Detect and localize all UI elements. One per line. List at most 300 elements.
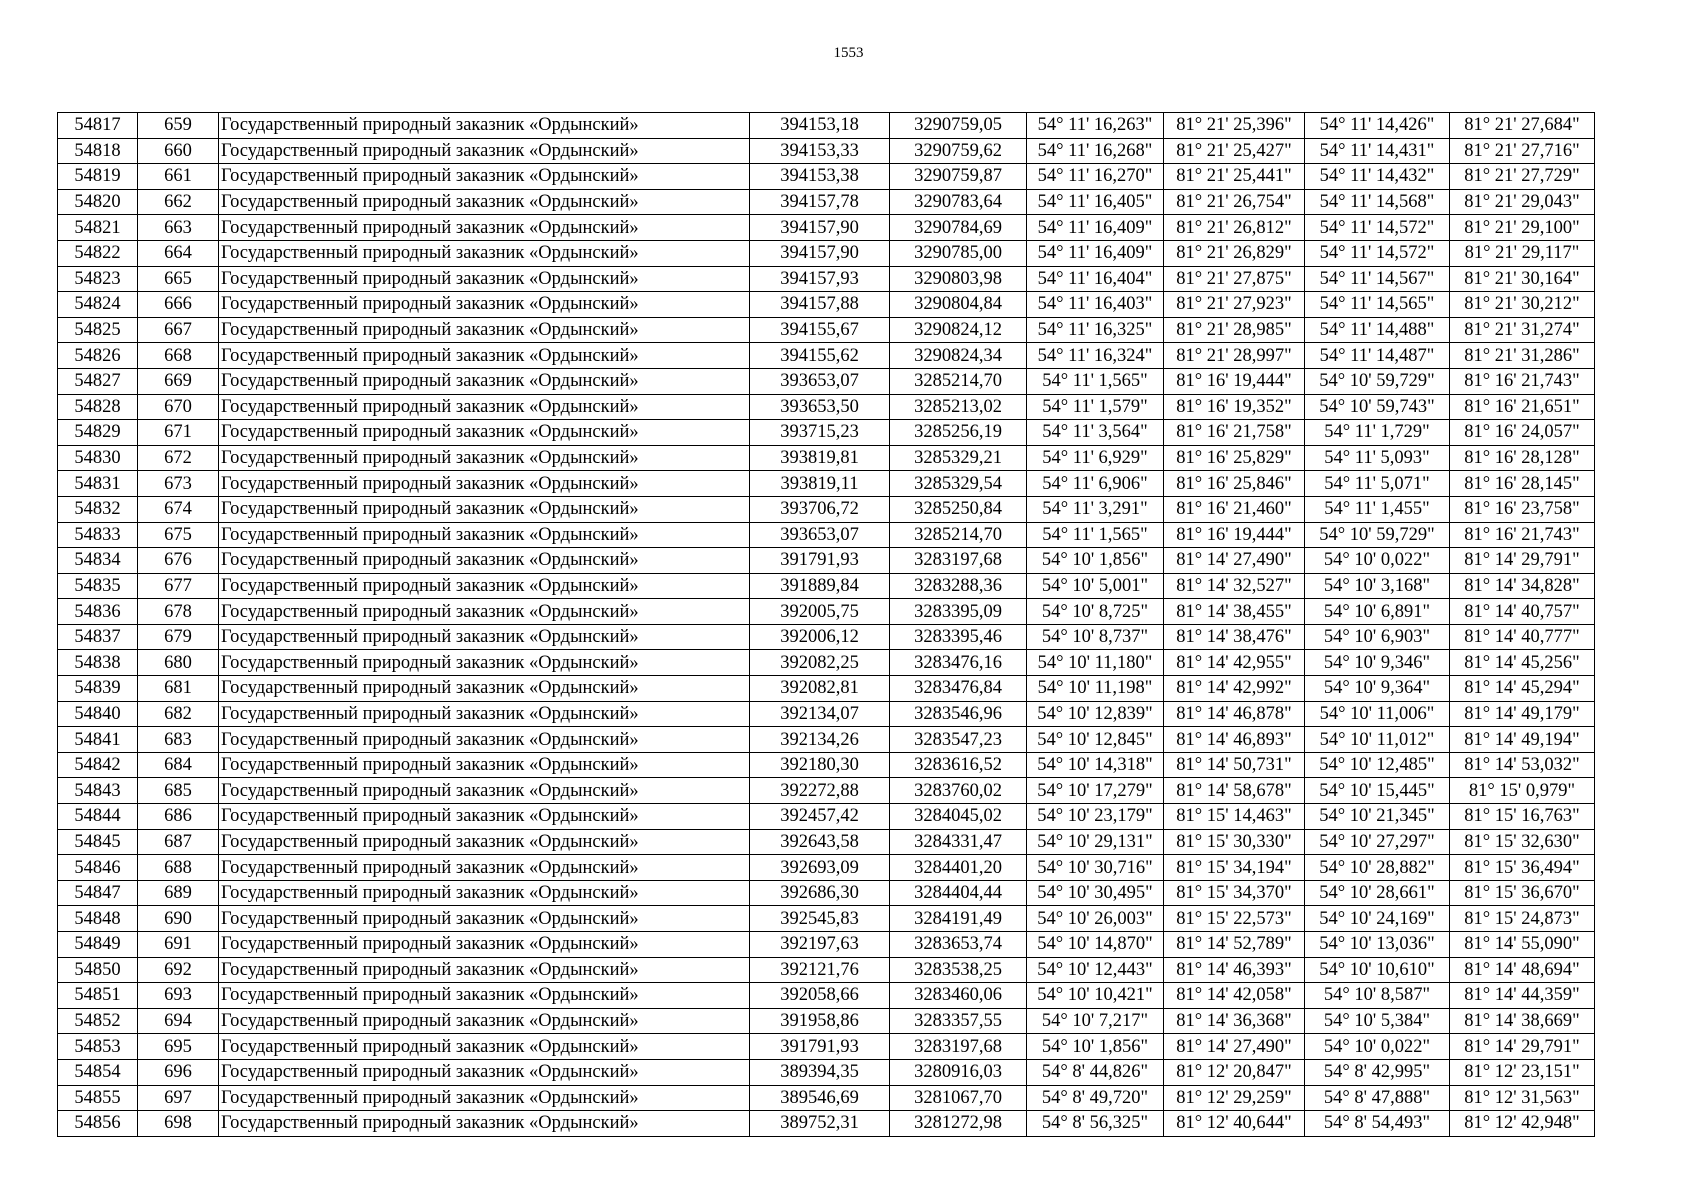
latitude-2-cell: 54° 10' 13,036": [1305, 932, 1450, 958]
longitude-1-cell: 81° 14' 32,527": [1164, 573, 1305, 599]
longitude-1-cell: 81° 15' 30,330": [1164, 829, 1305, 855]
longitude-2-cell: 81° 21' 31,274": [1450, 317, 1595, 343]
x-coordinate-cell: 391889,84: [750, 573, 890, 599]
table-row: [58, 113, 1595, 139]
row-id-cell: 54821: [58, 215, 138, 241]
latitude-2-cell: 54° 11' 14,487": [1305, 343, 1450, 369]
latitude-2-cell: 54° 10' 11,012": [1305, 727, 1450, 753]
longitude-1-cell: 81° 21' 25,441": [1164, 164, 1305, 190]
table-row: [58, 752, 1595, 778]
longitude-2-cell: 81° 14' 45,256": [1450, 650, 1595, 676]
x-coordinate-cell: 394157,88: [750, 292, 890, 318]
y-coordinate-cell: 3283460,06: [890, 983, 1027, 1009]
longitude-1-cell: 81° 14' 42,058": [1164, 983, 1305, 1009]
area-name-cell: Государственный природный заказник «Ордынский»: [219, 752, 750, 778]
area-name-cell: Государственный природный заказник «Ордынский»: [219, 573, 750, 599]
row-id-cell: 54837: [58, 624, 138, 650]
row-id-cell: 54836: [58, 599, 138, 625]
longitude-2-cell: 81° 21' 30,164": [1450, 266, 1595, 292]
table-row: [58, 292, 1595, 318]
table-row: [58, 1111, 1595, 1137]
longitude-2-cell: 81° 14' 45,294": [1450, 676, 1595, 702]
point-number-cell: 660: [138, 138, 219, 164]
area-name-cell: Государственный природный заказник «Ордынский»: [219, 957, 750, 983]
row-id-cell: 54827: [58, 368, 138, 394]
table-row: [58, 1059, 1595, 1085]
x-coordinate-cell: 393819,81: [750, 445, 890, 471]
latitude-1-cell: 54° 11' 16,409": [1027, 215, 1164, 241]
row-id-cell: 54839: [58, 676, 138, 702]
x-coordinate-cell: 393706,72: [750, 496, 890, 522]
x-coordinate-cell: 392058,66: [750, 983, 890, 1009]
x-coordinate-cell: 394153,38: [750, 164, 890, 190]
row-id-cell: 54843: [58, 778, 138, 804]
longitude-1-cell: 81° 16' 21,758": [1164, 420, 1305, 446]
y-coordinate-cell: 3284331,47: [890, 829, 1027, 855]
area-name-cell: Государственный природный заказник «Ордынский»: [219, 445, 750, 471]
latitude-1-cell: 54° 10' 14,870": [1027, 932, 1164, 958]
longitude-2-cell: 81° 21' 30,212": [1450, 292, 1595, 318]
x-coordinate-cell: 392686,30: [750, 880, 890, 906]
table-row: [58, 1034, 1595, 1060]
table-row: [58, 624, 1595, 650]
longitude-2-cell: 81° 16' 23,758": [1450, 496, 1595, 522]
table-row: [58, 240, 1595, 266]
area-name-cell: Государственный природный заказник «Ордынский»: [219, 548, 750, 574]
y-coordinate-cell: 3283357,55: [890, 1008, 1027, 1034]
point-number-cell: 691: [138, 932, 219, 958]
table-row: [58, 778, 1595, 804]
row-id-cell: 54841: [58, 727, 138, 753]
point-number-cell: 687: [138, 829, 219, 855]
longitude-2-cell: 81° 12' 42,948": [1450, 1111, 1595, 1137]
row-id-cell: 54819: [58, 164, 138, 190]
table-row: [58, 573, 1595, 599]
longitude-2-cell: 81° 14' 40,777": [1450, 624, 1595, 650]
longitude-1-cell: 81° 21' 28,985": [1164, 317, 1305, 343]
longitude-1-cell: 81° 16' 19,352": [1164, 394, 1305, 420]
table-row: [58, 266, 1595, 292]
point-number-cell: 666: [138, 292, 219, 318]
area-name-cell: Государственный природный заказник «Ордынский»: [219, 394, 750, 420]
row-id-cell: 54845: [58, 829, 138, 855]
y-coordinate-cell: 3284404,44: [890, 880, 1027, 906]
longitude-1-cell: 81° 21' 26,812": [1164, 215, 1305, 241]
row-id-cell: 54832: [58, 496, 138, 522]
point-number-cell: 664: [138, 240, 219, 266]
latitude-2-cell: 54° 10' 9,364": [1305, 676, 1450, 702]
table-row: [58, 368, 1595, 394]
area-name-cell: Государственный природный заказник «Ордынский»: [219, 1085, 750, 1111]
y-coordinate-cell: 3290783,64: [890, 189, 1027, 215]
point-number-cell: 674: [138, 496, 219, 522]
y-coordinate-cell: 3290759,87: [890, 164, 1027, 190]
row-id-cell: 54840: [58, 701, 138, 727]
point-number-cell: 673: [138, 471, 219, 497]
area-name-cell: Государственный природный заказник «Ордынский»: [219, 138, 750, 164]
x-coordinate-cell: 394157,78: [750, 189, 890, 215]
longitude-2-cell: 81° 12' 31,563": [1450, 1085, 1595, 1111]
table-row: [58, 496, 1595, 522]
y-coordinate-cell: 3285329,54: [890, 471, 1027, 497]
row-id-cell: 54856: [58, 1111, 138, 1137]
x-coordinate-cell: 392121,76: [750, 957, 890, 983]
x-coordinate-cell: 389394,35: [750, 1059, 890, 1085]
longitude-1-cell: 81° 21' 25,396": [1164, 113, 1305, 139]
latitude-2-cell: 54° 11' 5,093": [1305, 445, 1450, 471]
latitude-1-cell: 54° 11' 3,564": [1027, 420, 1164, 446]
area-name-cell: Государственный природный заказник «Ордынский»: [219, 599, 750, 625]
area-name-cell: Государственный природный заказник «Ордынский»: [219, 522, 750, 548]
longitude-2-cell: 81° 15' 24,873": [1450, 906, 1595, 932]
point-number-cell: 678: [138, 599, 219, 625]
x-coordinate-cell: 392180,30: [750, 752, 890, 778]
table-row: [58, 138, 1595, 164]
latitude-1-cell: 54° 11' 16,404": [1027, 266, 1164, 292]
table-row: [58, 215, 1595, 241]
x-coordinate-cell: 392005,75: [750, 599, 890, 625]
latitude-2-cell: 54° 11' 14,572": [1305, 240, 1450, 266]
y-coordinate-cell: 3283476,84: [890, 676, 1027, 702]
area-name-cell: Государственный природный заказник «Ордынский»: [219, 292, 750, 318]
area-name-cell: Государственный природный заказник «Ордынский»: [219, 1111, 750, 1137]
point-number-cell: 669: [138, 368, 219, 394]
row-id-cell: 54823: [58, 266, 138, 292]
table-row: [58, 548, 1595, 574]
x-coordinate-cell: 392134,07: [750, 701, 890, 727]
y-coordinate-cell: 3290803,98: [890, 266, 1027, 292]
y-coordinate-cell: 3283288,36: [890, 573, 1027, 599]
y-coordinate-cell: 3290759,62: [890, 138, 1027, 164]
y-coordinate-cell: 3283197,68: [890, 1034, 1027, 1060]
latitude-2-cell: 54° 10' 12,485": [1305, 752, 1450, 778]
row-id-cell: 54818: [58, 138, 138, 164]
point-number-cell: 670: [138, 394, 219, 420]
longitude-1-cell: 81° 12' 29,259": [1164, 1085, 1305, 1111]
latitude-1-cell: 54° 11' 16,403": [1027, 292, 1164, 318]
row-id-cell: 54852: [58, 1008, 138, 1034]
latitude-2-cell: 54° 10' 8,587": [1305, 983, 1450, 1009]
point-number-cell: 672: [138, 445, 219, 471]
point-number-cell: 668: [138, 343, 219, 369]
x-coordinate-cell: 394155,67: [750, 317, 890, 343]
table-row: [58, 906, 1595, 932]
area-name-cell: Государственный природный заказник «Ордынский»: [219, 113, 750, 139]
area-name-cell: Государственный природный заказник «Ордынский»: [219, 240, 750, 266]
latitude-1-cell: 54° 10' 26,003": [1027, 906, 1164, 932]
longitude-2-cell: 81° 14' 53,032": [1450, 752, 1595, 778]
latitude-2-cell: 54° 10' 0,022": [1305, 1034, 1450, 1060]
longitude-1-cell: 81° 21' 28,997": [1164, 343, 1305, 369]
table-row: [58, 727, 1595, 753]
x-coordinate-cell: 392082,81: [750, 676, 890, 702]
y-coordinate-cell: 3283395,46: [890, 624, 1027, 650]
table-row: [58, 932, 1595, 958]
longitude-2-cell: 81° 15' 0,979": [1450, 778, 1595, 804]
y-coordinate-cell: 3283547,23: [890, 727, 1027, 753]
point-number-cell: 686: [138, 804, 219, 830]
longitude-1-cell: 81° 16' 19,444": [1164, 522, 1305, 548]
latitude-1-cell: 54° 10' 8,737": [1027, 624, 1164, 650]
longitude-1-cell: 81° 14' 50,731": [1164, 752, 1305, 778]
longitude-2-cell: 81° 14' 29,791": [1450, 548, 1595, 574]
longitude-2-cell: 81° 16' 21,651": [1450, 394, 1595, 420]
longitude-1-cell: 81° 12' 40,644": [1164, 1111, 1305, 1137]
row-id-cell: 54851: [58, 983, 138, 1009]
row-id-cell: 54826: [58, 343, 138, 369]
longitude-1-cell: 81° 15' 34,194": [1164, 855, 1305, 881]
page-number: 1553: [833, 45, 864, 61]
row-id-cell: 54850: [58, 957, 138, 983]
point-number-cell: 679: [138, 624, 219, 650]
latitude-1-cell: 54° 10' 7,217": [1027, 1008, 1164, 1034]
longitude-2-cell: 81° 14' 29,791": [1450, 1034, 1595, 1060]
x-coordinate-cell: 391791,93: [750, 548, 890, 574]
area-name-cell: Государственный природный заказник «Ордынский»: [219, 368, 750, 394]
table-row: [58, 522, 1595, 548]
area-name-cell: Государственный природный заказник «Ордынский»: [219, 496, 750, 522]
area-name-cell: Государственный природный заказник «Ордынский»: [219, 164, 750, 190]
table-row: [58, 164, 1595, 190]
latitude-2-cell: 54° 10' 6,891": [1305, 599, 1450, 625]
longitude-2-cell: 81° 21' 31,286": [1450, 343, 1595, 369]
point-number-cell: 663: [138, 215, 219, 241]
longitude-1-cell: 81° 16' 25,829": [1164, 445, 1305, 471]
row-id-cell: 54825: [58, 317, 138, 343]
latitude-2-cell: 54° 11' 14,432": [1305, 164, 1450, 190]
latitude-1-cell: 54° 11' 16,325": [1027, 317, 1164, 343]
point-number-cell: 677: [138, 573, 219, 599]
longitude-2-cell: 81° 21' 29,043": [1450, 189, 1595, 215]
table-body: [58, 113, 1595, 1137]
latitude-1-cell: 54° 11' 16,263": [1027, 113, 1164, 139]
point-number-cell: 676: [138, 548, 219, 574]
area-name-cell: Государственный природный заказник «Ордынский»: [219, 1059, 750, 1085]
latitude-2-cell: 54° 10' 59,729": [1305, 368, 1450, 394]
area-name-cell: Государственный природный заказник «Ордынский»: [219, 676, 750, 702]
x-coordinate-cell: 392197,63: [750, 932, 890, 958]
latitude-2-cell: 54° 10' 6,903": [1305, 624, 1450, 650]
area-name-cell: Государственный природный заказник «Ордынский»: [219, 1008, 750, 1034]
table-row: [58, 317, 1595, 343]
x-coordinate-cell: 393819,11: [750, 471, 890, 497]
row-id-cell: 54829: [58, 420, 138, 446]
x-coordinate-cell: 391791,93: [750, 1034, 890, 1060]
longitude-2-cell: 81° 16' 28,128": [1450, 445, 1595, 471]
latitude-2-cell: 54° 10' 5,384": [1305, 1008, 1450, 1034]
area-name-cell: Государственный природный заказник «Ордынский»: [219, 420, 750, 446]
latitude-2-cell: 54° 11' 14,565": [1305, 292, 1450, 318]
x-coordinate-cell: 389546,69: [750, 1085, 890, 1111]
latitude-1-cell: 54° 11' 1,579": [1027, 394, 1164, 420]
table-row: [58, 880, 1595, 906]
row-id-cell: 54855: [58, 1085, 138, 1111]
latitude-2-cell: 54° 8' 42,995": [1305, 1059, 1450, 1085]
point-number-cell: 661: [138, 164, 219, 190]
x-coordinate-cell: 394155,62: [750, 343, 890, 369]
area-name-cell: Государственный природный заказник «Ордынский»: [219, 189, 750, 215]
y-coordinate-cell: 3285214,70: [890, 522, 1027, 548]
x-coordinate-cell: 392272,88: [750, 778, 890, 804]
longitude-2-cell: 81° 14' 44,359": [1450, 983, 1595, 1009]
longitude-2-cell: 81° 16' 21,743": [1450, 522, 1595, 548]
y-coordinate-cell: 3283197,68: [890, 548, 1027, 574]
row-id-cell: 54835: [58, 573, 138, 599]
latitude-1-cell: 54° 10' 11,198": [1027, 676, 1164, 702]
latitude-2-cell: 54° 10' 3,168": [1305, 573, 1450, 599]
point-number-cell: 685: [138, 778, 219, 804]
point-number-cell: 690: [138, 906, 219, 932]
table-row: [58, 829, 1595, 855]
point-number-cell: 694: [138, 1008, 219, 1034]
row-id-cell: 54834: [58, 548, 138, 574]
area-name-cell: Государственный природный заказник «Ордынский»: [219, 804, 750, 830]
table-row: [58, 701, 1595, 727]
latitude-2-cell: 54° 11' 1,455": [1305, 496, 1450, 522]
longitude-1-cell: 81° 21' 26,829": [1164, 240, 1305, 266]
longitude-2-cell: 81° 14' 49,179": [1450, 701, 1595, 727]
row-id-cell: 54844: [58, 804, 138, 830]
y-coordinate-cell: 3284401,20: [890, 855, 1027, 881]
latitude-2-cell: 54° 11' 14,567": [1305, 266, 1450, 292]
longitude-1-cell: 81° 15' 34,370": [1164, 880, 1305, 906]
x-coordinate-cell: 393653,50: [750, 394, 890, 420]
y-coordinate-cell: 3290824,34: [890, 343, 1027, 369]
point-number-cell: 682: [138, 701, 219, 727]
latitude-1-cell: 54° 11' 16,409": [1027, 240, 1164, 266]
point-number-cell: 689: [138, 880, 219, 906]
area-name-cell: Государственный природный заказник «Ордынский»: [219, 778, 750, 804]
x-coordinate-cell: 392693,09: [750, 855, 890, 881]
row-id-cell: 54853: [58, 1034, 138, 1060]
longitude-2-cell: 81° 14' 48,694": [1450, 957, 1595, 983]
x-coordinate-cell: 392545,83: [750, 906, 890, 932]
area-name-cell: Государственный природный заказник «Ордынский»: [219, 215, 750, 241]
longitude-2-cell: 81° 15' 36,494": [1450, 855, 1595, 881]
x-coordinate-cell: 394153,18: [750, 113, 890, 139]
longitude-1-cell: 81° 16' 25,846": [1164, 471, 1305, 497]
coordinates-table: [57, 112, 1595, 1137]
y-coordinate-cell: 3285256,19: [890, 420, 1027, 446]
table-row: [58, 983, 1595, 1009]
area-name-cell: Государственный природный заказник «Ордынский»: [219, 471, 750, 497]
latitude-2-cell: 54° 8' 47,888": [1305, 1085, 1450, 1111]
point-number-cell: 698: [138, 1111, 219, 1137]
y-coordinate-cell: 3283653,74: [890, 932, 1027, 958]
y-coordinate-cell: 3290759,05: [890, 113, 1027, 139]
latitude-2-cell: 54° 10' 15,445": [1305, 778, 1450, 804]
area-name-cell: Государственный природный заказник «Ордынский»: [219, 624, 750, 650]
area-name-cell: Государственный природный заказник «Ордынский»: [219, 983, 750, 1009]
point-number-cell: 695: [138, 1034, 219, 1060]
x-coordinate-cell: 392457,42: [750, 804, 890, 830]
latitude-2-cell: 54° 10' 11,006": [1305, 701, 1450, 727]
latitude-2-cell: 54° 11' 14,568": [1305, 189, 1450, 215]
latitude-1-cell: 54° 11' 1,565": [1027, 368, 1164, 394]
area-name-cell: Государственный природный заказник «Ордынский»: [219, 906, 750, 932]
longitude-1-cell: 81° 14' 38,476": [1164, 624, 1305, 650]
y-coordinate-cell: 3283476,16: [890, 650, 1027, 676]
latitude-1-cell: 54° 11' 16,268": [1027, 138, 1164, 164]
area-name-cell: Государственный природный заказник «Ордынский»: [219, 317, 750, 343]
point-number-cell: 696: [138, 1059, 219, 1085]
x-coordinate-cell: 393653,07: [750, 368, 890, 394]
latitude-2-cell: 54° 10' 28,882": [1305, 855, 1450, 881]
x-coordinate-cell: 392082,25: [750, 650, 890, 676]
y-coordinate-cell: 3290824,12: [890, 317, 1027, 343]
table-row: [58, 420, 1595, 446]
area-name-cell: Государственный природный заказник «Ордынский»: [219, 932, 750, 958]
latitude-1-cell: 54° 11' 16,324": [1027, 343, 1164, 369]
longitude-2-cell: 81° 16' 21,743": [1450, 368, 1595, 394]
longitude-1-cell: 81° 21' 27,875": [1164, 266, 1305, 292]
y-coordinate-cell: 3281067,70: [890, 1085, 1027, 1111]
x-coordinate-cell: 394157,90: [750, 215, 890, 241]
longitude-1-cell: 81° 15' 14,463": [1164, 804, 1305, 830]
y-coordinate-cell: 3280916,03: [890, 1059, 1027, 1085]
area-name-cell: Государственный природный заказник «Ордынский»: [219, 266, 750, 292]
y-coordinate-cell: 3283760,02: [890, 778, 1027, 804]
y-coordinate-cell: 3290784,69: [890, 215, 1027, 241]
row-id-cell: 54831: [58, 471, 138, 497]
table-row: [58, 189, 1595, 215]
latitude-1-cell: 54° 10' 12,443": [1027, 957, 1164, 983]
table-row: [58, 676, 1595, 702]
table-row: [58, 394, 1595, 420]
latitude-2-cell: 54° 11' 14,426": [1305, 113, 1450, 139]
latitude-2-cell: 54° 10' 21,345": [1305, 804, 1450, 830]
longitude-1-cell: 81° 14' 36,368": [1164, 1008, 1305, 1034]
point-number-cell: 659: [138, 113, 219, 139]
longitude-2-cell: 81° 16' 24,057": [1450, 420, 1595, 446]
longitude-1-cell: 81° 16' 19,444": [1164, 368, 1305, 394]
longitude-1-cell: 81° 14' 42,992": [1164, 676, 1305, 702]
table-row: [58, 599, 1595, 625]
longitude-2-cell: 81° 15' 36,670": [1450, 880, 1595, 906]
table-row: [58, 471, 1595, 497]
point-number-cell: 675: [138, 522, 219, 548]
point-number-cell: 688: [138, 855, 219, 881]
latitude-2-cell: 54° 10' 24,169": [1305, 906, 1450, 932]
row-id-cell: 54824: [58, 292, 138, 318]
longitude-2-cell: 81° 21' 27,684": [1450, 113, 1595, 139]
row-id-cell: 54830: [58, 445, 138, 471]
longitude-1-cell: 81° 14' 27,490": [1164, 548, 1305, 574]
latitude-1-cell: 54° 10' 10,421": [1027, 983, 1164, 1009]
area-name-cell: Государственный природный заказник «Ордынский»: [219, 343, 750, 369]
point-number-cell: 667: [138, 317, 219, 343]
y-coordinate-cell: 3285214,70: [890, 368, 1027, 394]
latitude-1-cell: 54° 10' 30,716": [1027, 855, 1164, 881]
y-coordinate-cell: 3284191,49: [890, 906, 1027, 932]
y-coordinate-cell: 3285329,21: [890, 445, 1027, 471]
latitude-2-cell: 54° 10' 27,297": [1305, 829, 1450, 855]
longitude-1-cell: 81° 14' 46,878": [1164, 701, 1305, 727]
latitude-1-cell: 54° 8' 49,720": [1027, 1085, 1164, 1111]
latitude-2-cell: 54° 10' 9,346": [1305, 650, 1450, 676]
area-name-cell: Государственный природный заказник «Ордынский»: [219, 855, 750, 881]
x-coordinate-cell: 392643,58: [750, 829, 890, 855]
latitude-2-cell: 54° 11' 14,488": [1305, 317, 1450, 343]
longitude-1-cell: 81° 14' 46,393": [1164, 957, 1305, 983]
x-coordinate-cell: 393653,07: [750, 522, 890, 548]
latitude-2-cell: 54° 11' 14,572": [1305, 215, 1450, 241]
longitude-1-cell: 81° 15' 22,573": [1164, 906, 1305, 932]
x-coordinate-cell: 392006,12: [750, 624, 890, 650]
point-number-cell: 665: [138, 266, 219, 292]
table-row: [58, 650, 1595, 676]
x-coordinate-cell: 392134,26: [750, 727, 890, 753]
